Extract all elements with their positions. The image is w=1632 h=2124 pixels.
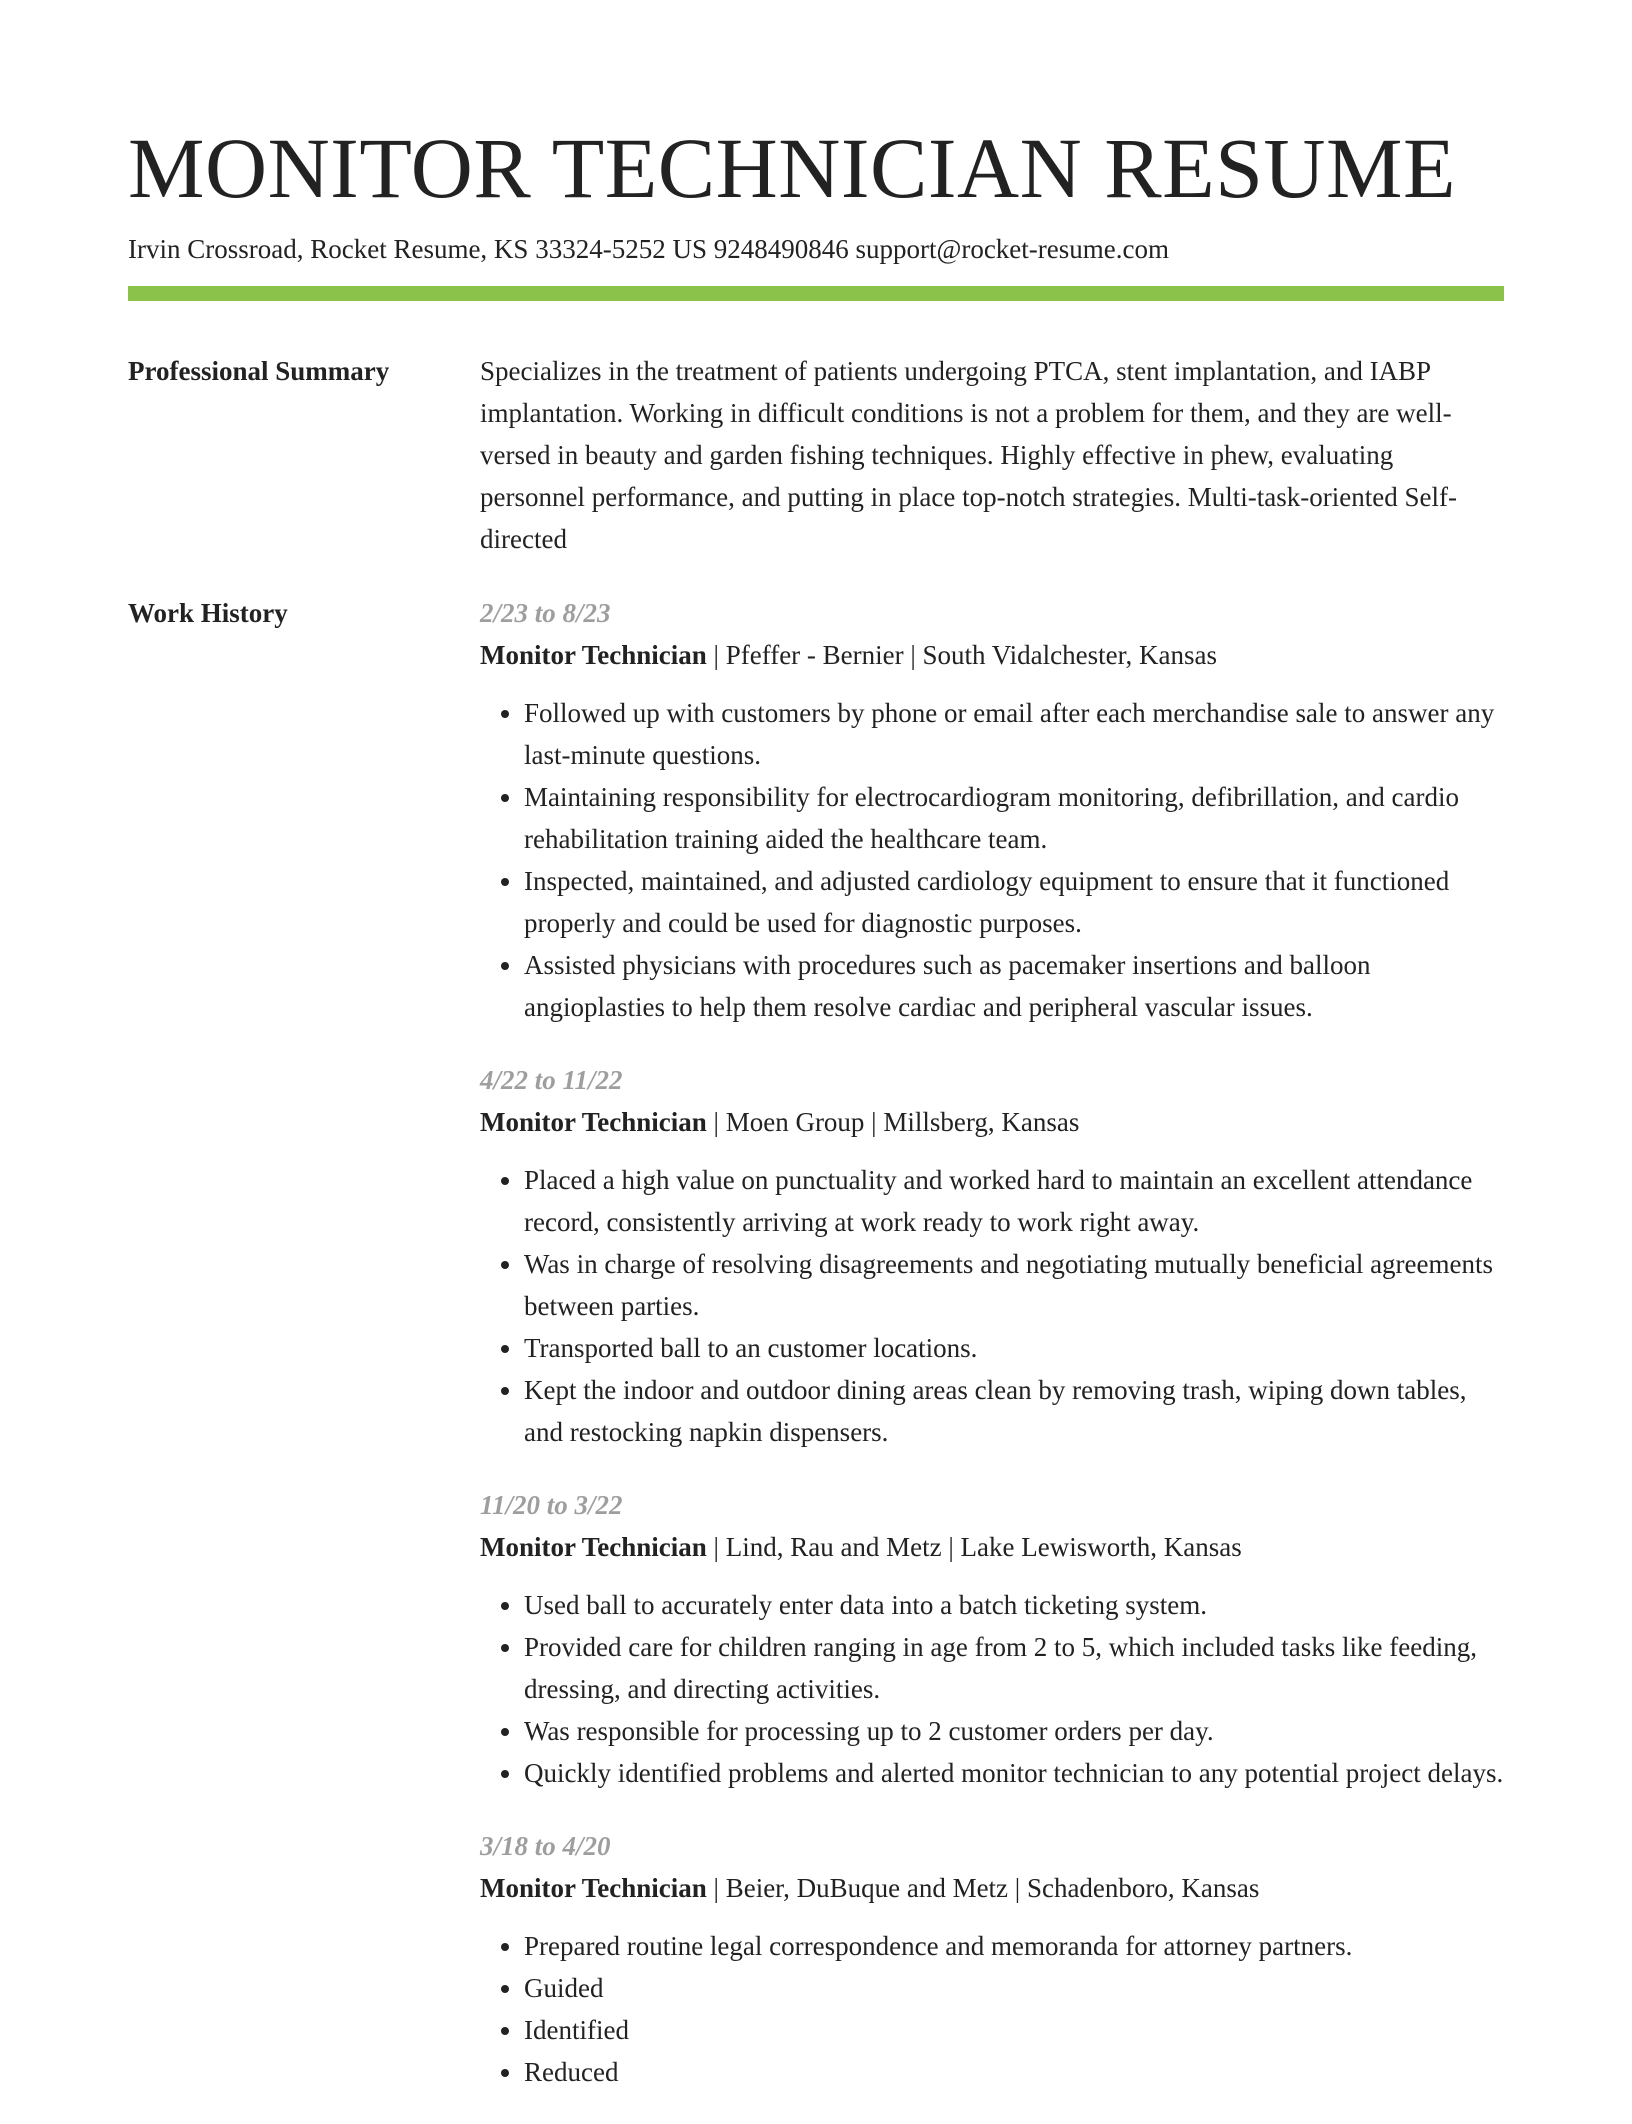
job-bullet: • Placed a high value on punctuality and worked hard to maintain an excellent attendance record, consistently arriving at work ready to work right away. bbox=[524, 1159, 1504, 1243]
job-bullets bbox=[480, 1925, 1504, 2093]
job-dates: 3/18 to 4/20 bbox=[480, 1831, 611, 1861]
job-bullet: • Used ball to accurately enter data into a batch ticketing system. bbox=[524, 1584, 1504, 1626]
job-dates: 2/23 to 8/23 bbox=[480, 598, 611, 628]
job-bullet: • Inspected, maintained, and adjusted cardiology equipment to ensure that it functioned properly and could be used for diagnostic purposes. bbox=[524, 860, 1504, 944]
job-title: Monitor Technician bbox=[480, 1532, 707, 1562]
job-bullet: • Reduced bbox=[524, 2051, 1504, 2093]
job-bullet: • Assisted physicians with procedures such as pacemaker insertions and balloon angioplasties to help them resolve cardiac and peripheral vascular issues. bbox=[524, 944, 1504, 1028]
resume-title: MONITOR TECHNICIAN RESUME bbox=[128, 120, 1457, 216]
job-dates: 4/22 to 11/22 bbox=[480, 1065, 623, 1095]
job-bullet: • Was in charge of resolving disagreements and negotiating mutually beneficial agreements between parties. bbox=[524, 1243, 1504, 1327]
job-bullet: • Was responsible for processing up to 2 customer orders per day. bbox=[524, 1710, 1504, 1752]
work-history-list bbox=[480, 592, 1504, 2124]
job-bullet: • Prepared routine legal correspondence and memoranda for attorney partners. bbox=[524, 1925, 1504, 1967]
job-bullet: • Guided bbox=[524, 1967, 1504, 2009]
job-title: Monitor Technician bbox=[480, 640, 707, 670]
job-details: | Moen Group | Millsberg, Kansas bbox=[706, 1107, 1080, 1137]
contact-line: Irvin Crossroad, Rocket Resume, KS 33324-5252 US 9248490846 support@rocket-resume.com bbox=[128, 234, 1169, 264]
job-bullet: • Transported ball to an customer locations. bbox=[524, 1327, 1504, 1369]
job-bullets bbox=[480, 1584, 1504, 1794]
job-bullet: • Kept the indoor and outdoor dining areas clean by removing trash, wiping down tables, and restocking napkin dispensers. bbox=[524, 1369, 1504, 1453]
job-bullet: • Maintaining responsibility for electrocardiogram monitoring, defibrillation, and cardio rehabilitation training aided the healthcare team. bbox=[524, 776, 1504, 860]
job-bullets bbox=[480, 1159, 1504, 1453]
job-details: | Pfeffer - Bernier | South Vidalchester, Kansas bbox=[706, 640, 1218, 670]
summary-text: Specializes in the treatment of patients undergoing PTCA, stent implantation, and IABP implantation. Working in difficult conditions is not a problem for them, and they are well-versed in beauty and garden fishing techniques. Highly effective in phew, evaluating personnel performance, and putting in place top-notch strategies. Multi-task-oriented Self-directed bbox=[480, 356, 1457, 554]
job-details: | Lind, Rau and Metz | Lake Lewisworth, Kansas bbox=[706, 1532, 1242, 1562]
job-heading bbox=[480, 634, 1504, 676]
job-heading bbox=[480, 1526, 1504, 1568]
job-heading bbox=[480, 1867, 1504, 1909]
job-bullet: • Identified bbox=[524, 2009, 1504, 2051]
job-bullet: • Followed up with customers by phone or email after each merchandise sale to answer any last-minute questions. bbox=[524, 692, 1504, 776]
job-entry bbox=[480, 592, 1504, 1028]
job-entry bbox=[480, 1825, 1504, 2093]
work-history-label: Work History bbox=[128, 598, 288, 628]
job-bullet: • Quickly identified problems and alerted monitor technician to any potential project delays. bbox=[524, 1752, 1504, 1794]
job-bullet: • Provided care for children ranging in age from 2 to 5, which included tasks like feeding, dressing, and directing activities. bbox=[524, 1626, 1504, 1710]
job-bullets bbox=[480, 692, 1504, 1028]
job-entry bbox=[480, 1059, 1504, 1453]
job-heading bbox=[480, 1101, 1504, 1143]
header-divider bbox=[128, 286, 1504, 301]
job-details: | Beier, DuBuque and Metz | Schadenboro, Kansas bbox=[706, 1873, 1260, 1903]
job-title: Monitor Technician bbox=[480, 1873, 707, 1903]
job-dates: 11/20 to 3/22 bbox=[480, 1490, 623, 1520]
job-title: Monitor Technician bbox=[480, 1107, 707, 1137]
summary-label: Professional Summary bbox=[128, 356, 390, 386]
job-entry bbox=[480, 1484, 1504, 1794]
